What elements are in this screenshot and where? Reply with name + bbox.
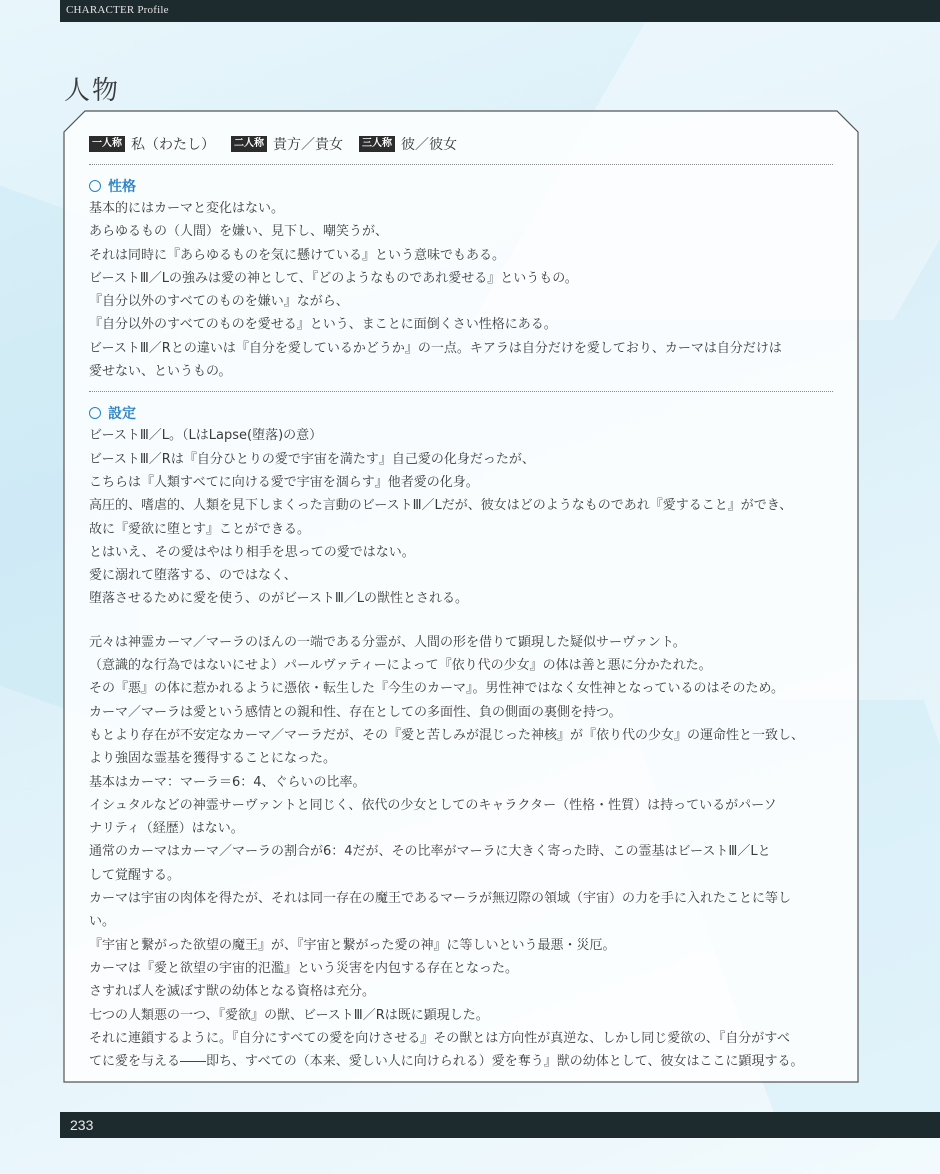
text-line: 堕落させるために愛を使う、のがビーストⅢ／Lの獣性とされる。	[89, 591, 469, 607]
page-title: 人物	[64, 76, 121, 106]
text-line: （意識的な行為ではないにせよ）パールヴァティーによって『依り代の少女』の体は善と悪に分かたれた。	[89, 658, 712, 674]
text-line: さすれば人を滅ぼす獣の幼体となる資格は充分。	[89, 984, 376, 1000]
text-line: カーマは宇宙の肉体を得たが、それは同一存在の魔王であるマーラが無辺際の領域（宇宙）の力を手に入れたことに等し	[89, 891, 792, 907]
dotted-divider	[89, 164, 833, 165]
text-line: ビーストⅢ／Rとの違いは『自分を愛しているかどうか』の一点。キアラは自分だけを愛しており、カーマは自分だけは	[89, 340, 782, 356]
pronoun-tag: 二人称	[231, 136, 267, 152]
dotted-divider	[89, 391, 833, 392]
text-line: その『悪』の体に惹かれるように憑依・転生した『今生のカーマ』。男性神ではなく女性神となっているのはそのため。	[89, 681, 784, 697]
text-line: それに連鎖するように。『自分にすべての愛を向けさせる』その獣とは方向性が真逆な、しかし同じ愛欲の、『自分がすべ	[89, 1030, 790, 1046]
text-line: 基本的にはカーマと変化はない。	[89, 201, 285, 216]
text-line: 基本はカーマ：マーラ＝6：4、ぐらいの比率。	[89, 774, 366, 790]
text-line: 『宇宙と繋がった欲望の魔王』が、『宇宙と繋がった愛の神』に等しいという最悪・災厄。	[89, 937, 616, 953]
text-line: 七つの人類悪の一つ、『愛欲』の獣、ビーストⅢ／Rは既に顕現した。	[89, 1007, 489, 1023]
section-header-personality	[89, 175, 837, 197]
pronoun-value: 私（わたし）	[131, 137, 215, 153]
text-line: もとより存在が不安定なカーマ／マーラだが、その『愛と苦しみが混じった神核』が『依り代の少女』の運命性と一致し、	[89, 727, 805, 743]
text-line: 高圧的、嗜虐的、人類を見下しまくった言動のビーストⅢ／Lだが、彼女はどのようなものであれ『愛すること』ができ、	[89, 498, 793, 514]
section-title: 性格	[108, 179, 136, 195]
text-line: とはいえ、その愛はやはり相手を思っての愛ではない。	[89, 544, 415, 560]
section-title: 設定	[108, 406, 136, 423]
text-line: 元々は神霊カーマ／マーラのほんの一端である分霊が、人間の形を借りて顕現した疑似サーヴァント。	[89, 634, 686, 650]
paragraph-gap	[89, 611, 837, 631]
text-line: カーマは『愛と欲望の宇宙的氾濫』という災害を内包する存在となった。	[89, 960, 519, 976]
text-line: てに愛を与える――即ち、すべての（本来、愛しい人に向けられる）愛を奪う』獣の幼体として、彼女はここに顕現する。	[89, 1054, 804, 1070]
text-line: 通常のカーマはカーマ／マーラの割合が6：4だが、その比率がマーラに大きく寄った時、この霊基はビーストⅢ／Lと	[89, 844, 771, 860]
text-line: ビーストⅢ／Lの強みは愛の神として、『どのようなものであれ愛せる』というもの。	[89, 270, 578, 286]
text-line: より強固な霊基を獲得することになった。	[89, 751, 337, 767]
pronoun-value: 貴方／貴女	[273, 137, 343, 153]
pronoun-tag: 一人称	[89, 136, 125, 152]
text-line: して覚醒する。	[89, 867, 181, 883]
setting-text	[89, 424, 837, 1073]
text-line: 故に『愛欲に堕とす』ことができる。	[89, 521, 311, 537]
text-line: ビーストⅢ／L。（LはLapse(堕落)の意）	[89, 428, 323, 444]
text-line: こちらは『人類すべてに向ける愛で宇宙を涸らす』他者愛の化身。	[89, 474, 479, 490]
text-line: い。	[89, 914, 116, 930]
circle-icon	[89, 407, 101, 419]
text-line: 愛に溺れて堕落する、のではなく、	[89, 568, 297, 584]
text-line: カーマ／マーラは愛という感情との親和性、存在としての多面性、負の側面の裏側を持つ。	[89, 704, 622, 720]
profile-card	[63, 110, 859, 1083]
text-line: 『自分以外のすべてのものを嫌い』ながら、	[89, 294, 349, 310]
section-header-setting	[89, 402, 837, 424]
text-line: 『自分以外のすべてのものを愛せる』という、まことに面倒くさい性格にある。	[89, 317, 557, 333]
pronoun-row	[89, 132, 837, 156]
text-line: 愛せない、というもの。	[89, 364, 232, 380]
pronoun-value: 彼／彼女	[401, 137, 457, 153]
header-label: CHARACTER Profile	[66, 4, 169, 16]
footer-bar	[60, 1112, 940, 1138]
text-line: ナリティ（経歴）はない。	[89, 821, 244, 837]
text-line: イシュタルなどの神霊サーヴァントと同じく、依代の少女としてのキャラクター（性格・性質）は持っているがパーソ	[89, 797, 777, 813]
header-bar	[60, 0, 940, 22]
page-number: 233	[70, 1117, 94, 1133]
text-line: ビーストⅢ／Rは『自分ひとりの愛で宇宙を満たす』自己愛の化身だったが、	[89, 451, 535, 467]
text-line: あらゆるもの（人間）を嫌い、見下し、嘲笑うが、	[89, 224, 389, 240]
personality-text	[89, 197, 837, 383]
text-line: それは同時に『あらゆるものを気に懸けている』という意味でもある。	[89, 247, 506, 263]
pronoun-tag: 三人称	[359, 136, 395, 152]
circle-icon	[89, 180, 101, 192]
